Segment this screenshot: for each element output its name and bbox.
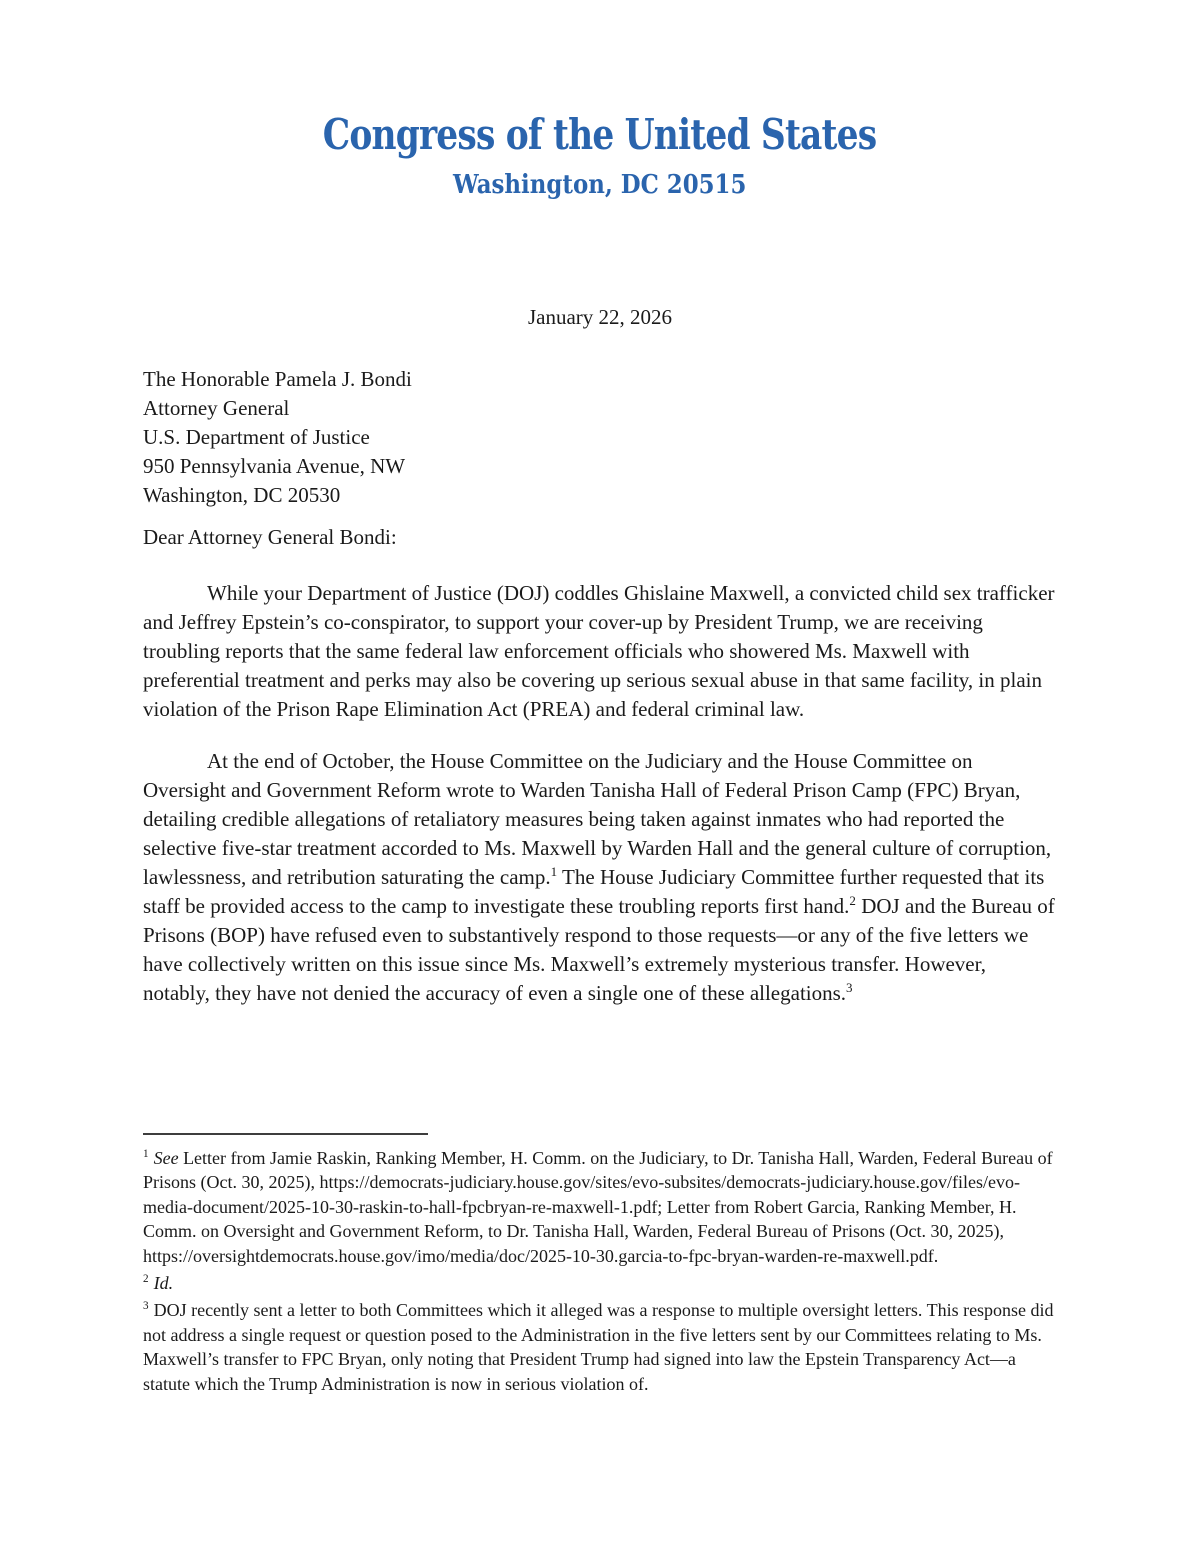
footnote-1-marker: 1 [143, 1148, 149, 1160]
recipient-line-title: Attorney General [143, 396, 290, 420]
footnote-2 [143, 1271, 1057, 1295]
footnotes [143, 1146, 1057, 1396]
recipient-line-name: The Honorable Pamela J. Bondi [143, 367, 412, 391]
recipient-address [143, 365, 1057, 510]
recipient-line-city: Washington, DC 20530 [143, 483, 341, 507]
recipient-line-street: 950 Pennsylvania Avenue, NW [143, 454, 406, 478]
salutation: Dear Attorney General Bondi: [143, 525, 397, 549]
footnote-1-text [143, 1148, 1053, 1266]
letterhead-subtitle: Washington, DC 20515 [453, 170, 747, 200]
footnote-3 [143, 1298, 1057, 1396]
text-segment: At the end of October, the House Committee on the Judiciary and the House Committee on Oversight and Government Reform wrote to Warden Tanisha Hall of Federal Prison Camp (FPC) Bryan, detailing credible allegations of retaliatory measures being taken against inmates who had reported the selective five-star treatment accorded to Ms. Maxwell by Warden Hall and the general culture of corruption, lawlessness, and retribution saturating the camp. [143, 749, 1052, 889]
footnote-1 [143, 1146, 1057, 1268]
footnote-block [143, 1133, 1057, 1396]
footnote-3-text [143, 1300, 1054, 1393]
footnote-2-marker: 2 [143, 1273, 149, 1286]
text-segment: The House Judiciary Committee further requested that its staff be provided access to the camp to investigate these troubling reports first hand. [143, 865, 1045, 918]
footnote-2-text [154, 1273, 174, 1293]
text-segment: Id. [153, 1273, 174, 1294]
letterhead-title: Congress of the United States [323, 110, 877, 159]
footnote-separator [143, 1133, 428, 1135]
body-paragraph-2 [143, 747, 1057, 1008]
text-segment: DOJ recently sent a letter to both Committees which it alleged was a response to multiple oversight letters. This response did not address a single request or question posed to the Administration in the five letters sent by our Committees relating to Ms. Maxwell’s transfer to FPC Bryan, only noting that President Trump had signed into law the Epstein Transparency Act—a statute which the Trump Administration is now in serious violation of. [143, 1300, 1054, 1394]
footnote-ref: 2 [849, 893, 856, 908]
footnote-ref: 1 [550, 864, 558, 879]
letter-date: January 22, 2026 [527, 305, 673, 329]
text-segment: DOJ and the Bureau of Prisons (BOP) have refused even to substantively respond to those requests—or any of the five letters we have collectively written on this issue since Ms. Maxwell’s extremely mysterious transfer. However, notably, they have not denied the accuracy of even a single one of these allegations. [143, 894, 1055, 1005]
text-segment: See [153, 1148, 179, 1168]
text-segment: Letter from Jamie Raskin, Ranking Member, H. Comm. on the Judiciary, to Dr. Tanisha Hall, Warden, Federal Bureau of Prisons (Oct. 30, 2025), https://democrats-judiciary.house.gov/sites/evo-subsites/democrats-judiciary.house.gov/files/evo-media-document/2025-10-30-raskin-to-hall-fpcbryan-re-maxwell-1.pdf; Letter from Robert Garcia, Ranking Member, H. Comm. on Oversight and Government Reform, to Dr. Tanisha Hall, Warden, Federal Bureau of Prisons (Oct. 30, 2025), https://oversightdemocrats.house.gov/imo/media/doc/2025-10-30.garcia-to-fpc-bryan-warden-re-maxwell.pdf. [143, 1148, 1053, 1266]
footnote-3-marker: 3 [143, 1300, 149, 1313]
footnote-ref: 3 [846, 980, 853, 995]
letterhead [0, 0, 1200, 200]
letterhead-title-row [0, 110, 1200, 160]
body-paragraph-1: While your Department of Justice (DOJ) coddles Ghislaine Maxwell, a convicted child sex trafficker and Jeffrey Epstein’s co-conspirator, to support your cover-up by President Trump, we are receiving troubling reports that the same federal law enforcement officials who showered Ms. Maxwell with preferential treatment and perks may also be covering up serious sexual abuse in that same facility, in plain violation of the Prison Rape Elimination Act (PREA) and federal criminal law. [143, 581, 1055, 721]
recipient-line-agency: U.S. Department of Justice [143, 425, 370, 449]
letterhead-subtitle-row [0, 170, 1200, 200]
